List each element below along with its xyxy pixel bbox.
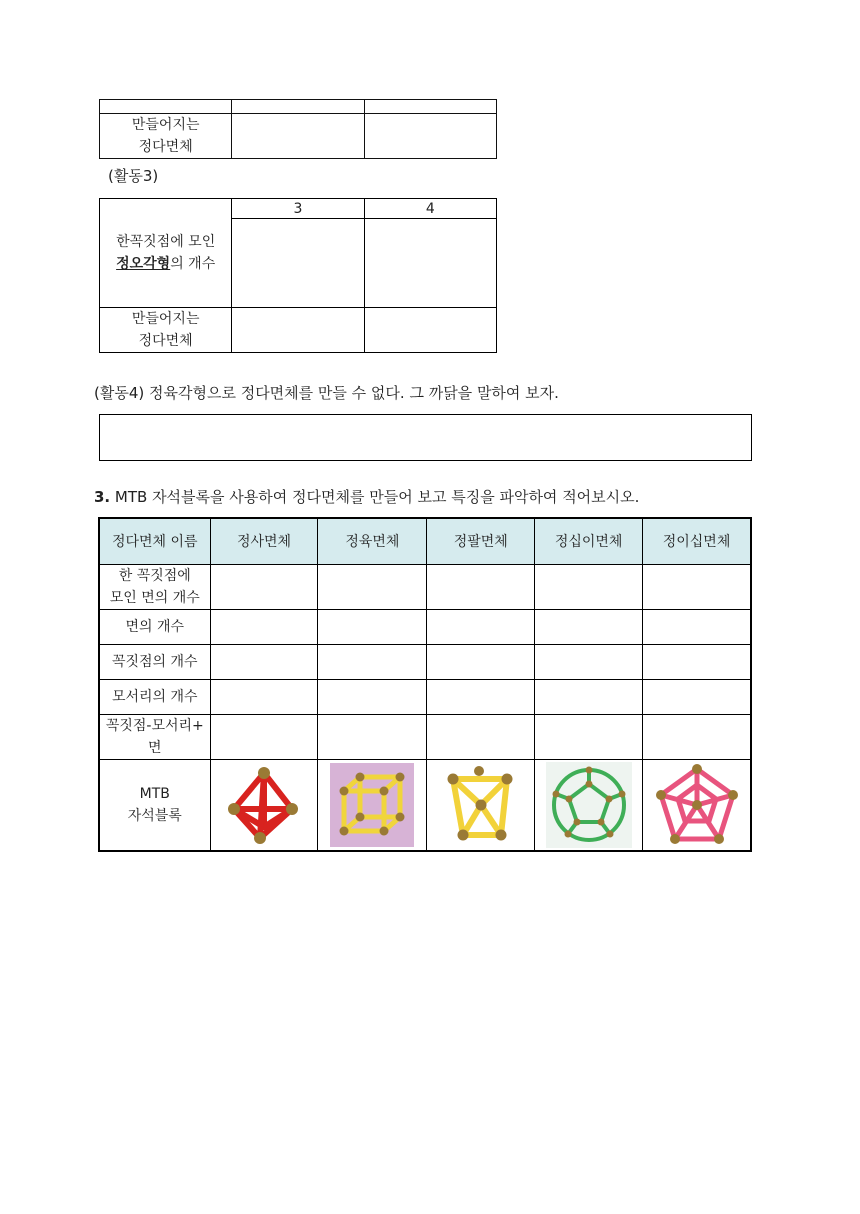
answer-cell[interactable] <box>318 645 427 680</box>
section3-heading: 3. MTB 자석블록을 사용하여 정다면체를 만들어 보고 특징을 파악하여 적어보시오. <box>94 488 640 506</box>
row-label: 한 꼭짓점에 모인 면의 개수 <box>99 565 210 610</box>
row-label: 면의 개수 <box>99 610 210 645</box>
header-cell: 정팔면체 <box>427 518 535 565</box>
pentagon-count-label: 한꼭짓점에 모인 정오각형의 개수 <box>100 199 232 308</box>
answer-cell[interactable] <box>535 610 643 645</box>
row-label: 만들어지는 정다면체 <box>100 114 232 159</box>
activity3-table <box>99 198 497 353</box>
answer-cell[interactable] <box>643 645 751 680</box>
row-label: 꼭짓점-모서리+ 면 <box>99 715 210 760</box>
answer-cell[interactable] <box>210 680 318 715</box>
answer-cell[interactable] <box>535 715 643 760</box>
icosahedron-model-image <box>655 763 739 847</box>
col-header: 3 <box>232 199 364 219</box>
answer-cell[interactable] <box>427 565 535 610</box>
header-cell: 정이십면체 <box>643 518 751 565</box>
answer-cell[interactable] <box>210 565 318 610</box>
pentagon-word: 정오각형 <box>116 256 171 272</box>
row-label: 꼭짓점의 개수 <box>99 645 210 680</box>
answer-cell[interactable] <box>364 219 496 308</box>
cube-model-image <box>330 763 414 847</box>
answer-cell[interactable] <box>427 645 535 680</box>
header-cell: 정육면체 <box>318 518 427 565</box>
row-label: 모서리의 개수 <box>99 680 210 715</box>
tetrahedron-photo <box>210 760 318 852</box>
header-cell: 정다면체 이름 <box>99 518 210 565</box>
answer-cell[interactable] <box>210 715 318 760</box>
octahedron-model-image <box>441 765 521 845</box>
answer-cell[interactable] <box>232 114 364 159</box>
answer-cell[interactable] <box>210 610 318 645</box>
col-header: 4 <box>364 199 496 219</box>
answer-cell[interactable] <box>535 565 643 610</box>
row-label: 만들어지는 정다면체 <box>100 308 232 353</box>
activity4-prompt: (활동4) 정육각형으로 정다면체를 만들 수 없다. 그 까닭을 말하여 보자. <box>94 384 559 402</box>
activity2-table <box>99 99 497 159</box>
octahedron-photo <box>427 760 535 852</box>
activity3-label: (활동3) <box>108 167 159 185</box>
answer-cell[interactable] <box>643 610 751 645</box>
row-label: MTB 자석블록 <box>99 760 210 852</box>
header-cell: 정십이면체 <box>535 518 643 565</box>
answer-cell[interactable] <box>643 680 751 715</box>
header-cell: 정사면체 <box>210 518 318 565</box>
answer-cell[interactable] <box>364 114 496 159</box>
polyhedra-table <box>98 517 752 852</box>
answer-cell[interactable] <box>427 680 535 715</box>
answer-cell[interactable] <box>427 610 535 645</box>
dodecahedron-model-image <box>546 762 632 848</box>
answer-cell[interactable] <box>232 219 364 308</box>
answer-cell[interactable] <box>318 610 427 645</box>
answer-cell[interactable] <box>427 715 535 760</box>
answer-cell[interactable] <box>643 715 751 760</box>
answer-cell[interactable] <box>318 565 427 610</box>
answer-cell[interactable] <box>364 308 496 353</box>
tetrahedron-model-image <box>224 765 304 845</box>
icosahedron-photo <box>643 760 751 852</box>
answer-cell[interactable] <box>535 680 643 715</box>
answer-cell[interactable] <box>210 645 318 680</box>
answer-cell[interactable] <box>318 680 427 715</box>
answer-cell[interactable] <box>643 565 751 610</box>
dodecahedron-photo <box>535 760 643 852</box>
activity4-answer-box[interactable] <box>99 414 752 461</box>
answer-cell[interactable] <box>318 715 427 760</box>
answer-cell[interactable] <box>535 645 643 680</box>
answer-cell[interactable] <box>232 308 364 353</box>
cube-photo <box>318 760 427 852</box>
